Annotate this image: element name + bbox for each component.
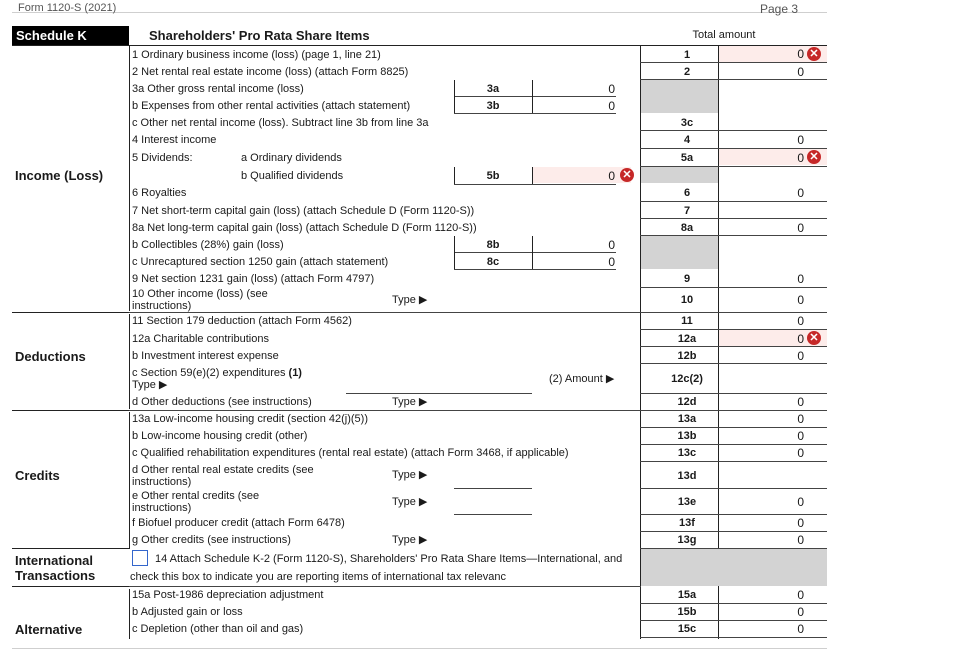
- line-15a-code: 15a: [677, 589, 697, 601]
- form-title: Form 1120-S (2021): [18, 2, 117, 14]
- line-13d-type-label: Type ▶: [392, 469, 428, 481]
- line-13g-type-label: Type ▶: [392, 534, 428, 546]
- grid-line: [532, 167, 533, 184]
- line-13e-type-label: Type ▶: [392, 496, 428, 508]
- error-icon[interactable]: ✕: [807, 150, 821, 164]
- line-6-code: 6: [683, 187, 691, 199]
- line-10-label-2: instructions): [132, 300, 192, 312]
- international-checkbox[interactable]: [132, 550, 148, 566]
- row-rule: [640, 79, 827, 80]
- row-rule: [640, 218, 827, 219]
- line-12c-part: (1): [288, 367, 302, 379]
- row-rule: [640, 393, 827, 394]
- line-5a-label: a Ordinary dividends: [241, 152, 342, 164]
- line-3c-label: c Other net rental income (loss). Subtract line 3b from line 3a: [132, 117, 429, 129]
- line-2-label: 2 Net rental real estate income (loss) (attach Form 8825): [132, 66, 409, 78]
- header-rule: [12, 45, 827, 46]
- row-rule: [454, 96, 616, 97]
- line-13c-code: 13c: [677, 447, 697, 459]
- line-4-code: 4: [683, 134, 691, 146]
- line-15c-label: c Depletion (other than oil and gas): [132, 623, 304, 635]
- shaded-cell: [641, 548, 827, 586]
- line-13a-label: 13a Low-income housing credit (section 42(j)(5)): [132, 413, 368, 425]
- line-15b-code: 15b: [677, 606, 697, 618]
- row-rule: [640, 427, 827, 428]
- line-13c-label: c Qualified rehabilitation expenditures (rental real estate) (attach Form 3468, if applicable): [132, 447, 569, 459]
- line-12c2-code: 12c(2): [671, 373, 703, 385]
- row-rule: [640, 603, 827, 604]
- row-rule: [640, 148, 827, 149]
- line-13e-label-2: instructions): [132, 502, 192, 514]
- line-11-label: 11 Section 179 deduction (attach Form 4562): [132, 315, 352, 327]
- line-11-amount[interactable]: 0: [797, 314, 804, 328]
- line-8c-amount[interactable]: 0: [608, 255, 615, 269]
- row-rule: [454, 184, 616, 185]
- line-2-code: 2: [683, 66, 691, 78]
- error-icon[interactable]: ✕: [807, 331, 821, 345]
- line-1-label: 1 Ordinary business income (loss) (page 1, line 21): [132, 49, 381, 61]
- line-14-label-1: 14 Attach Schedule K-2 (Form 1120-S), Shareholders' Pro Rata Share Items—International, and: [155, 553, 623, 565]
- row-rule: [640, 130, 827, 131]
- line-8b-amount[interactable]: 0: [608, 238, 615, 252]
- line-13g-label: g Other credits (see instructions): [132, 534, 291, 546]
- line-7-label: 7 Net short-term capital gain (loss) (attach Schedule D (Form 1120-S)): [132, 205, 475, 217]
- row-rule: [640, 346, 827, 347]
- row-rule: [640, 201, 827, 202]
- line-12d-type-label: Type ▶: [392, 396, 428, 408]
- line-12b-label: b Investment interest expense: [132, 350, 279, 362]
- line-12c-text: c Section 59(e)(2) expenditures: [132, 367, 286, 379]
- row-rule: [640, 461, 827, 462]
- row-rule: [640, 410, 827, 411]
- line-13e-code: 13e: [677, 496, 697, 508]
- row-rule: [640, 444, 827, 445]
- line-3c-code: 3c: [680, 117, 694, 129]
- line-15b-amount[interactable]: 0: [797, 605, 804, 619]
- line-5a-code: 5a: [680, 152, 694, 164]
- line-2-amount[interactable]: 0: [797, 65, 804, 79]
- row-rule: [454, 252, 616, 253]
- row-rule: [640, 62, 827, 63]
- page-label: Page 3: [760, 2, 799, 16]
- line-15a-label: 15a Post-1986 depreciation adjustment: [132, 589, 324, 601]
- line-9-amount[interactable]: 0: [797, 272, 804, 286]
- footer-divider: [12, 648, 827, 649]
- line-11-code: 11: [681, 315, 693, 327]
- line-3a-amount[interactable]: 0: [608, 82, 615, 96]
- line-13f-label: f Biofuel producer credit (attach Form 6478): [132, 517, 345, 529]
- line-8b-label: b Collectibles (28%) gain (loss): [132, 239, 284, 251]
- line-3a-label: 3a Other gross rental income (loss): [132, 83, 304, 95]
- line-13d-label-2: instructions): [132, 476, 192, 488]
- shaded-cell: [641, 236, 718, 269]
- section-rule: [12, 312, 130, 313]
- section-rule: [12, 586, 130, 587]
- grid-line: [129, 412, 130, 548]
- line-13e-type-field[interactable]: [454, 514, 532, 515]
- row-rule: [129, 312, 641, 313]
- line-13e-amount[interactable]: 0: [797, 495, 804, 509]
- line-14-label-2: check this box to indicate you are reporting items of international tax relevanc: [130, 571, 507, 583]
- line-12c-type-field[interactable]: [346, 393, 532, 394]
- grid-line: [129, 589, 130, 639]
- row-rule: [640, 548, 827, 549]
- schedule-title: Shareholders' Pro Rata Share Items: [149, 28, 370, 43]
- row-rule: [129, 586, 641, 587]
- line-12b-amount[interactable]: 0: [797, 349, 804, 363]
- row-rule: [640, 235, 827, 236]
- row-rule: [640, 329, 827, 330]
- line-5-label: 5 Dividends:: [132, 152, 193, 164]
- line-10-amount[interactable]: 0: [797, 293, 804, 307]
- line-13b-code: 13b: [677, 430, 697, 442]
- error-icon[interactable]: ✕: [807, 47, 821, 61]
- row-rule: [454, 269, 616, 270]
- section-rule: [12, 548, 130, 549]
- line-13d-type-field[interactable]: [454, 488, 532, 489]
- line-8c-code: 8c: [486, 256, 500, 268]
- shaded-cell: [641, 80, 718, 113]
- line-15c-code: 15c: [677, 623, 697, 635]
- line-13b-label: b Low-income housing credit (other): [132, 430, 308, 442]
- line-12c-amount-label: (2) Amount ▶: [549, 373, 615, 385]
- grid-line: [454, 167, 455, 184]
- line-6-label: 6 Royalties: [132, 187, 187, 199]
- section-rule: [12, 410, 130, 411]
- section-alternative: Alternative: [15, 622, 83, 637]
- row-rule: [640, 531, 827, 532]
- line-12d-label: d Other deductions (see instructions): [132, 396, 312, 408]
- line-3a-code: 3a: [486, 83, 500, 95]
- line-13g-code: 13g: [677, 534, 697, 546]
- section-international-2: Transactions: [15, 568, 96, 583]
- row-rule: [640, 312, 827, 313]
- row-rule: [640, 287, 827, 288]
- line-13a-amount[interactable]: 0: [797, 412, 804, 426]
- line-12d-code: 12d: [677, 396, 697, 408]
- grid-line: [129, 314, 130, 409]
- line-8c-label: c Unrecaptured section 1250 gain (attach statement): [132, 256, 389, 268]
- line-8a-label: 8a Net long-term capital gain (loss) (attach Schedule D (Form 1120-S)): [132, 222, 477, 234]
- row-rule: [640, 514, 827, 515]
- line-13g-amount[interactable]: 0: [797, 533, 804, 547]
- row-rule: [640, 166, 827, 167]
- line-5b-label: b Qualified dividends: [241, 170, 344, 182]
- line-13f-code: 13f: [679, 517, 695, 529]
- section-deductions: Deductions: [15, 349, 86, 364]
- row-rule: [640, 488, 827, 489]
- line-6-amount[interactable]: 0: [797, 186, 804, 200]
- header-divider: [12, 12, 827, 13]
- line-10-type-label: Type ▶: [392, 294, 428, 306]
- line-8a-code: 8a: [680, 222, 694, 234]
- line-15b-label: b Adjusted gain or loss: [132, 606, 243, 618]
- total-amount-header: Total amount: [692, 29, 756, 41]
- line-4-label: 4 Interest income: [132, 134, 217, 146]
- line-13d-code: 13d: [677, 470, 697, 482]
- line-13e-label-1: e Other rental credits (see: [132, 490, 260, 502]
- schedule-badge: Schedule K: [12, 26, 129, 46]
- line-5b-amount[interactable]: 0: [608, 169, 615, 183]
- row-rule: [129, 410, 641, 411]
- line-15a-amount[interactable]: 0: [797, 588, 804, 602]
- grid-line: [129, 45, 130, 311]
- line-4-amount[interactable]: 0: [797, 133, 804, 147]
- line-13a-code: 13a: [677, 413, 697, 425]
- row-rule: [454, 113, 616, 114]
- row-rule: [640, 637, 827, 638]
- section-income: Income (Loss): [15, 168, 104, 183]
- line-1-code: 1: [683, 49, 691, 61]
- line-3b-amount[interactable]: 0: [608, 99, 615, 113]
- line-9-label: 9 Net section 1231 gain (loss) (attach Form 4797): [132, 273, 375, 285]
- section-international-1: International: [15, 553, 94, 568]
- line-12a-code: 12a: [677, 333, 697, 345]
- line-15c-amount[interactable]: 0: [797, 622, 804, 636]
- line-3b-code: 3b: [486, 100, 500, 112]
- error-icon[interactable]: ✕: [620, 168, 634, 182]
- line-1-amount[interactable]: 0: [797, 47, 804, 61]
- line-12c-type-label: Type ▶: [132, 379, 168, 391]
- line-13d-label-1: d Other rental real estate credits (see: [132, 464, 314, 476]
- line-12a-label: 12a Charitable contributions: [132, 333, 269, 345]
- shaded-cell: [641, 167, 718, 183]
- line-9-code: 9: [683, 273, 691, 285]
- line-12d-amount[interactable]: 0: [797, 395, 804, 409]
- line-5a-amount[interactable]: 0: [797, 151, 804, 165]
- section-credits: Credits: [15, 468, 60, 483]
- line-10-label-1: 10 Other income (loss) (see: [132, 288, 268, 300]
- line-7-code: 7: [683, 205, 691, 217]
- line-10-code: 10: [680, 294, 694, 306]
- line-13c-amount[interactable]: 0: [797, 446, 804, 460]
- line-13f-amount[interactable]: 0: [797, 516, 804, 530]
- line-3b-label: b Expenses from other rental activities (attach statement): [132, 100, 411, 112]
- line-5b-code: 5b: [486, 170, 500, 182]
- line-8a-amount[interactable]: 0: [797, 221, 804, 235]
- line-13b-amount[interactable]: 0: [797, 429, 804, 443]
- line-12a-amount[interactable]: 0: [797, 332, 804, 346]
- row-rule: [640, 363, 827, 364]
- line-12b-code: 12b: [677, 350, 697, 362]
- row-rule: [640, 620, 827, 621]
- line-8b-code: 8b: [486, 239, 500, 251]
